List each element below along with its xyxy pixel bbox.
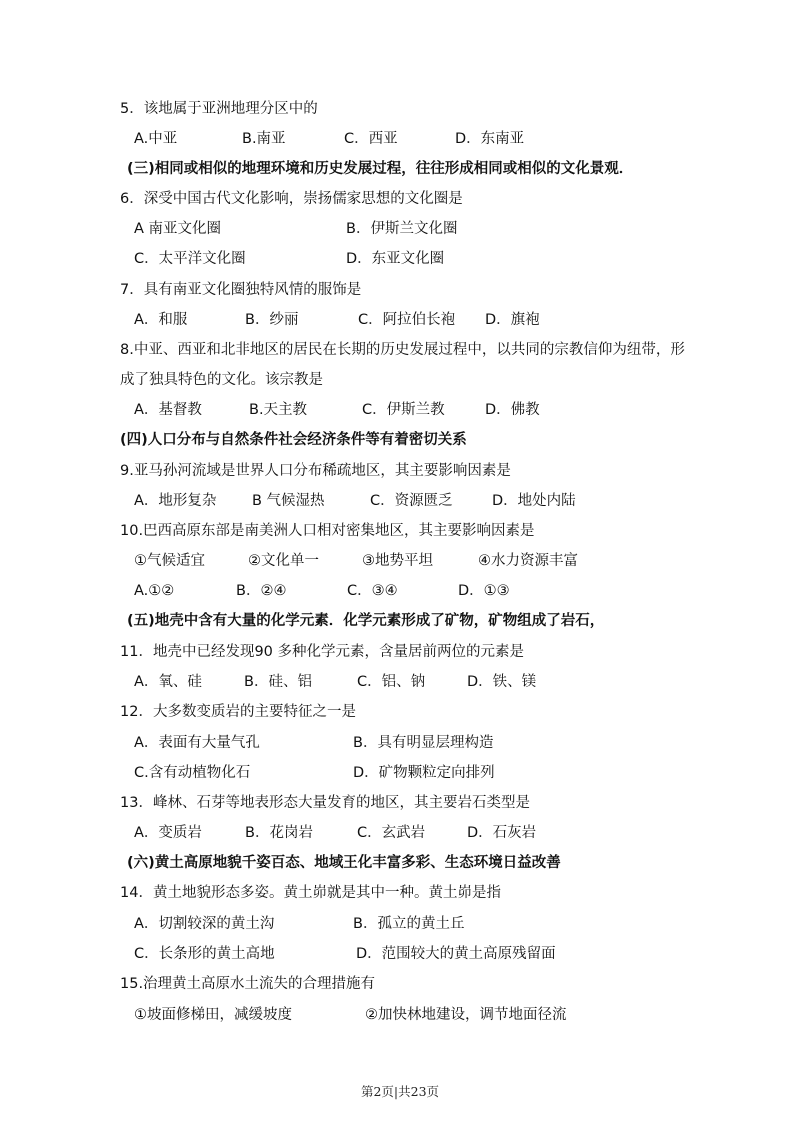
question-text <box>0 97 800 121</box>
options-row <box>0 821 800 845</box>
question-text <box>0 459 800 483</box>
line-text: 14．黄土地貌形态多姿。黄土峁就是其中一种。黄土峁是指 <box>120 885 501 901</box>
question-text <box>0 338 800 362</box>
option-text: B 气候湿热 <box>252 493 325 509</box>
option-text: ③地势平坦 <box>362 553 433 569</box>
option-text: B．伊斯兰文化圈 <box>346 221 458 237</box>
option-text: C．太平洋文化圈 <box>134 251 246 267</box>
option-text: D．范围较大的黄土高原残留面 <box>356 946 556 962</box>
option-text: C．伊斯兰教 <box>362 402 445 418</box>
option-text: C．资源匮乏 <box>370 493 453 509</box>
option-text: C．③④ <box>347 583 398 599</box>
option-text: ①坡面修梯田，减缓坡度 <box>134 1007 292 1023</box>
option-text: ①气候适宜 <box>134 553 205 569</box>
option-text: A.中亚 <box>134 131 178 147</box>
options-row <box>0 308 800 332</box>
page-footer: 第2页|共23页 <box>360 1084 440 1099</box>
section-heading <box>0 851 800 875</box>
line-text: (五)地壳中含有大量的化学元素．化学元素形成了矿物，矿物组成了岩石， <box>127 613 605 629</box>
option-text: A 南亚文化圈 <box>134 221 222 237</box>
line-text: 15.治理黄土高原水土流失的合理措施有 <box>120 976 376 992</box>
option-text: B．纱丽 <box>245 312 299 328</box>
options-row <box>0 731 800 755</box>
question-text <box>0 278 800 302</box>
line-text: 7．具有南亚文化圈独特风情的服饰是 <box>120 282 362 298</box>
option-text: B.天主教 <box>249 402 308 418</box>
line-text: 9.亚马孙河流域是世界人口分布稀疏地区，其主要影响因素是 <box>120 463 511 479</box>
option-text: ②加快林地建设，调节地面径流 <box>365 1007 567 1023</box>
option-text: C．阿拉伯长袍 <box>358 312 456 328</box>
option-text: A．地形复杂 <box>134 493 217 509</box>
options-row <box>0 217 800 241</box>
option-text: A．变质岩 <box>134 825 202 841</box>
question-text <box>0 640 800 664</box>
option-text: D．地处内陆 <box>492 493 576 509</box>
options-row <box>0 398 800 422</box>
option-text: ④水力资源丰富 <box>478 553 578 569</box>
section-heading <box>0 157 800 181</box>
options-row <box>0 579 800 603</box>
option-text: A.①② <box>134 583 175 599</box>
option-text: D．石灰岩 <box>467 825 537 841</box>
options-row <box>0 761 800 785</box>
option-text: D．旗袍 <box>485 312 540 328</box>
question-text <box>0 368 800 392</box>
options-row <box>0 247 800 271</box>
line-text: (三)相同或相似的地理环境和历史发展过程，往往形成相同或相似的文化景观． <box>127 161 634 177</box>
options-row <box>0 912 800 936</box>
options-row <box>0 127 800 151</box>
question-text <box>0 187 800 211</box>
option-text: C．铝、钠 <box>357 674 426 690</box>
line-text: 5．该地属于亚洲地理分区中的 <box>120 101 318 117</box>
option-text: D．①③ <box>458 583 510 599</box>
option-text: B．硅、铝 <box>244 674 312 690</box>
option-text: D．东南亚 <box>455 131 525 147</box>
options-row <box>0 549 800 573</box>
question-text <box>0 700 800 724</box>
option-text: A．表面有大量气孔 <box>134 735 260 751</box>
section-heading <box>0 609 800 633</box>
option-text: D．佛教 <box>485 402 540 418</box>
option-text: A．和服 <box>134 312 188 328</box>
option-text: D．东亚文化圈 <box>346 251 445 267</box>
option-text: B.南亚 <box>242 131 286 147</box>
option-text: B．孤立的黄土丘 <box>353 916 465 932</box>
line-text: 11．地壳中已经发现90 多种化学元素，含量居前两位的元素是 <box>120 644 525 660</box>
option-text: ②文化单一 <box>248 553 319 569</box>
question-text <box>0 519 800 543</box>
question-text <box>0 972 800 996</box>
option-text: B．具有明显层理构造 <box>353 735 494 751</box>
option-text: C.含有动植物化石 <box>134 765 251 781</box>
line-text: 10.巴西高原东部是南美洲人口相对密集地区，其主要影响因素是 <box>120 523 535 539</box>
question-text <box>0 881 800 905</box>
line-text: 13．峰林、石芽等地表形态大量发育的地区，其主要岩石类型是 <box>120 795 530 811</box>
option-text: B．花岗岩 <box>245 825 313 841</box>
option-text: B．②④ <box>236 583 287 599</box>
line-text: 成了独具特色的文化。该宗教是 <box>120 372 323 388</box>
option-text: A．基督教 <box>134 402 202 418</box>
question-text <box>0 791 800 815</box>
line-text: 6．深受中国古代文化影响，崇扬儒家思想的文化圈是 <box>120 191 463 207</box>
option-text: A．切割较深的黄土沟 <box>134 916 275 932</box>
option-text: A．氧、硅 <box>134 674 202 690</box>
options-row <box>0 942 800 966</box>
options-row <box>0 670 800 694</box>
line-text: (四)人口分布与自然条件社会经济条件等有着密切关系 <box>120 432 467 448</box>
line-text: 12．大多数变质岩的主要特征之一是 <box>120 704 356 720</box>
option-text: D．铁、镁 <box>467 674 537 690</box>
options-row <box>0 489 800 513</box>
line-text: 8.中亚、西亚和北非地区的居民在长期的历史发展过程中，以共同的宗教信仰为纽带，形 <box>120 342 685 358</box>
option-text: D．矿物颗粒定向排列 <box>353 765 495 781</box>
option-text: C．西亚 <box>344 131 398 147</box>
option-text: C．玄武岩 <box>357 825 426 841</box>
options-row <box>0 1003 800 1027</box>
section-heading <box>0 428 800 452</box>
line-text: (六)黄土高原地貌千姿百态、地域王化丰富多彩、生态环境日益改善 <box>127 855 561 871</box>
option-text: C．长条形的黄土高地 <box>134 946 275 962</box>
